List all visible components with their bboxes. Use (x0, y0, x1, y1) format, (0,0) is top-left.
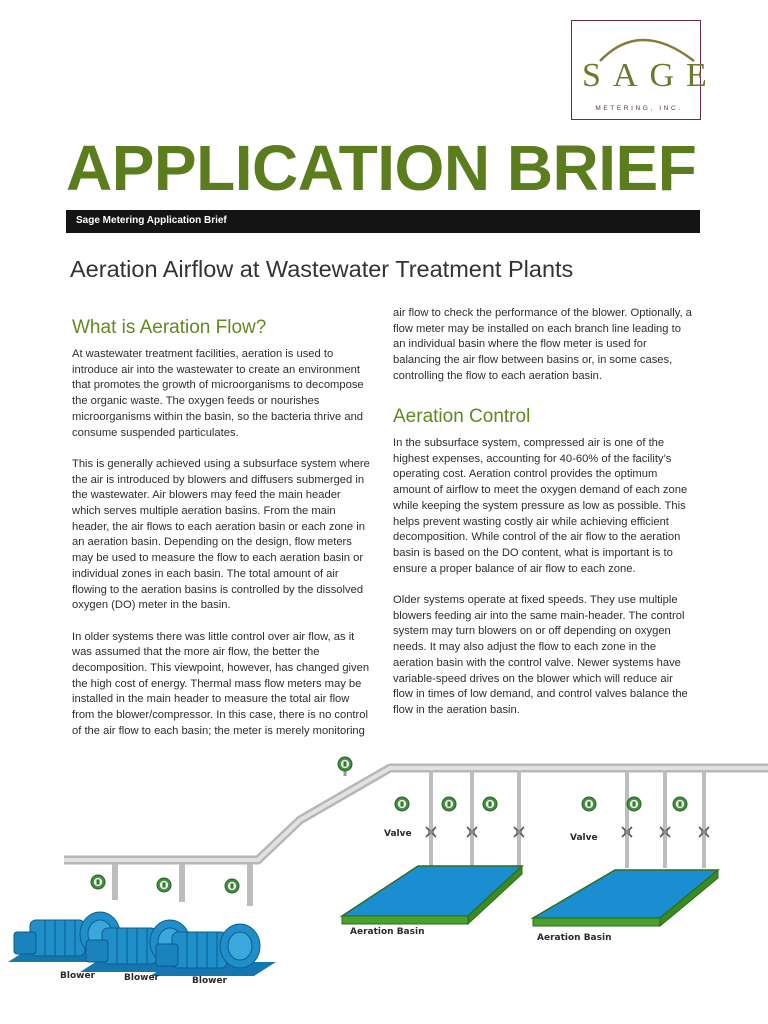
flow-meter-icon (225, 879, 239, 893)
blower-label: Blower (60, 971, 95, 981)
valve-label: Valve (384, 829, 412, 839)
paragraph: At wastewater treatment facilities, aeration is used to introduce air into the wastewater to create an environment that promotes the growth of microorganisms to decompose the organic waste. The oxygen feeds or nourishes microorganisms within the basin, so the bacteria thrive and consume suspended particulates. (72, 348, 364, 439)
flow-meter-icon (91, 875, 105, 889)
flow-meter-icon (338, 757, 352, 771)
document-subtitle: Aeration Airflow at Wastewater Treatment Plants (70, 256, 574, 282)
aeration-basin-1 (342, 866, 522, 924)
paragraph: air flow to check the performance of the blower. Optionally, a flow meter may be installed on each branch line leading to an individual basin where the flow meter is used for balancing the air flow between basins or, in some cases, controlling the flow to each aeration basin. (393, 307, 692, 382)
flow-meter-icon (442, 797, 456, 811)
aeration-basin-2 (533, 870, 718, 926)
right-column-text (393, 436, 693, 719)
flow-meter-icon (582, 797, 596, 811)
flow-meter-icon (395, 797, 409, 811)
logo-tagline: METERING, INC. (595, 105, 683, 112)
flow-meter-icon (157, 878, 171, 892)
heading-aeration-control: Aeration Control (393, 406, 531, 427)
valve-label: Valve (570, 833, 598, 843)
logo-name: SAGE (582, 57, 719, 94)
page-title: APPLICATION BRIEF (66, 132, 697, 204)
flow-meter-icon (673, 797, 687, 811)
right-column-text-top (393, 306, 693, 385)
basin-label: Aeration Basin (537, 933, 612, 943)
left-column-text (72, 347, 372, 740)
banner-bar (66, 210, 700, 233)
banner-text: Sage Metering Application Brief (76, 215, 227, 226)
sage-logo (571, 20, 719, 120)
flow-meter-icon (627, 797, 641, 811)
heading-what-is-aeration: What is Aeration Flow? (72, 317, 267, 338)
blower-label: Blower (192, 976, 227, 986)
paragraph: In the subsurface system, compressed air is one of the highest expenses, accounting for 40-60% of the facility’s operating cost. Aeration control provides the optimum amount of airflow to meet the oxygen demand of each zone while keeping the system pressure as low as possible. This helps prevent wasting costly air while achieving efficient decomposition. While control of the air flow to the aeration basin is based on the DO content, what is important is to ensure a proper balance of air flow to each zone. (393, 437, 688, 575)
paragraph: In older systems there was little control over air flow, as it was assumed that the more air flow, the better the decomposition. This viewpoint, however, has changed given the high cost of energy. Thermal mass flow meters may be installed in the main header to measure the total air flow from the blower/compressor. In this case, there is no control of the air flow to each basin; the meter is merely monitoring (72, 630, 370, 737)
blower-label: Blower (124, 973, 159, 983)
paragraph: Older systems operate at fixed speeds. They use multiple blowers feeding air into the same main-header. The control system may turn blowers on or off depending on oxygen needs. It may also adjust the flow to each zone in the aeration basin with the control valve. Newer systems have variable-speed drives on the blower which will reduce air flow in times of low demand, and control valves balance the flow in the aeration basin. (393, 594, 688, 716)
paragraph: This is generally achieved using a subsurface system where the air is introduced by blowers and diffusers submerged in the wastewater. Air blowers may feed the main header which serves multiple aeration basins. From the main header, the air flows to each aeration basin or each zone in an aeration basin. Depending on the design, flow meters may be used to measure the flow to each aeration basin or individual zones in each basin. The total amount of air flowing to the aeration basins is controlled by the dissolved oxygen (DO) meter in the basin. (72, 457, 370, 612)
flow-meter-icon (483, 797, 497, 811)
aeration-system-diagram (0, 740, 768, 1024)
basin-label: Aeration Basin (350, 927, 425, 937)
